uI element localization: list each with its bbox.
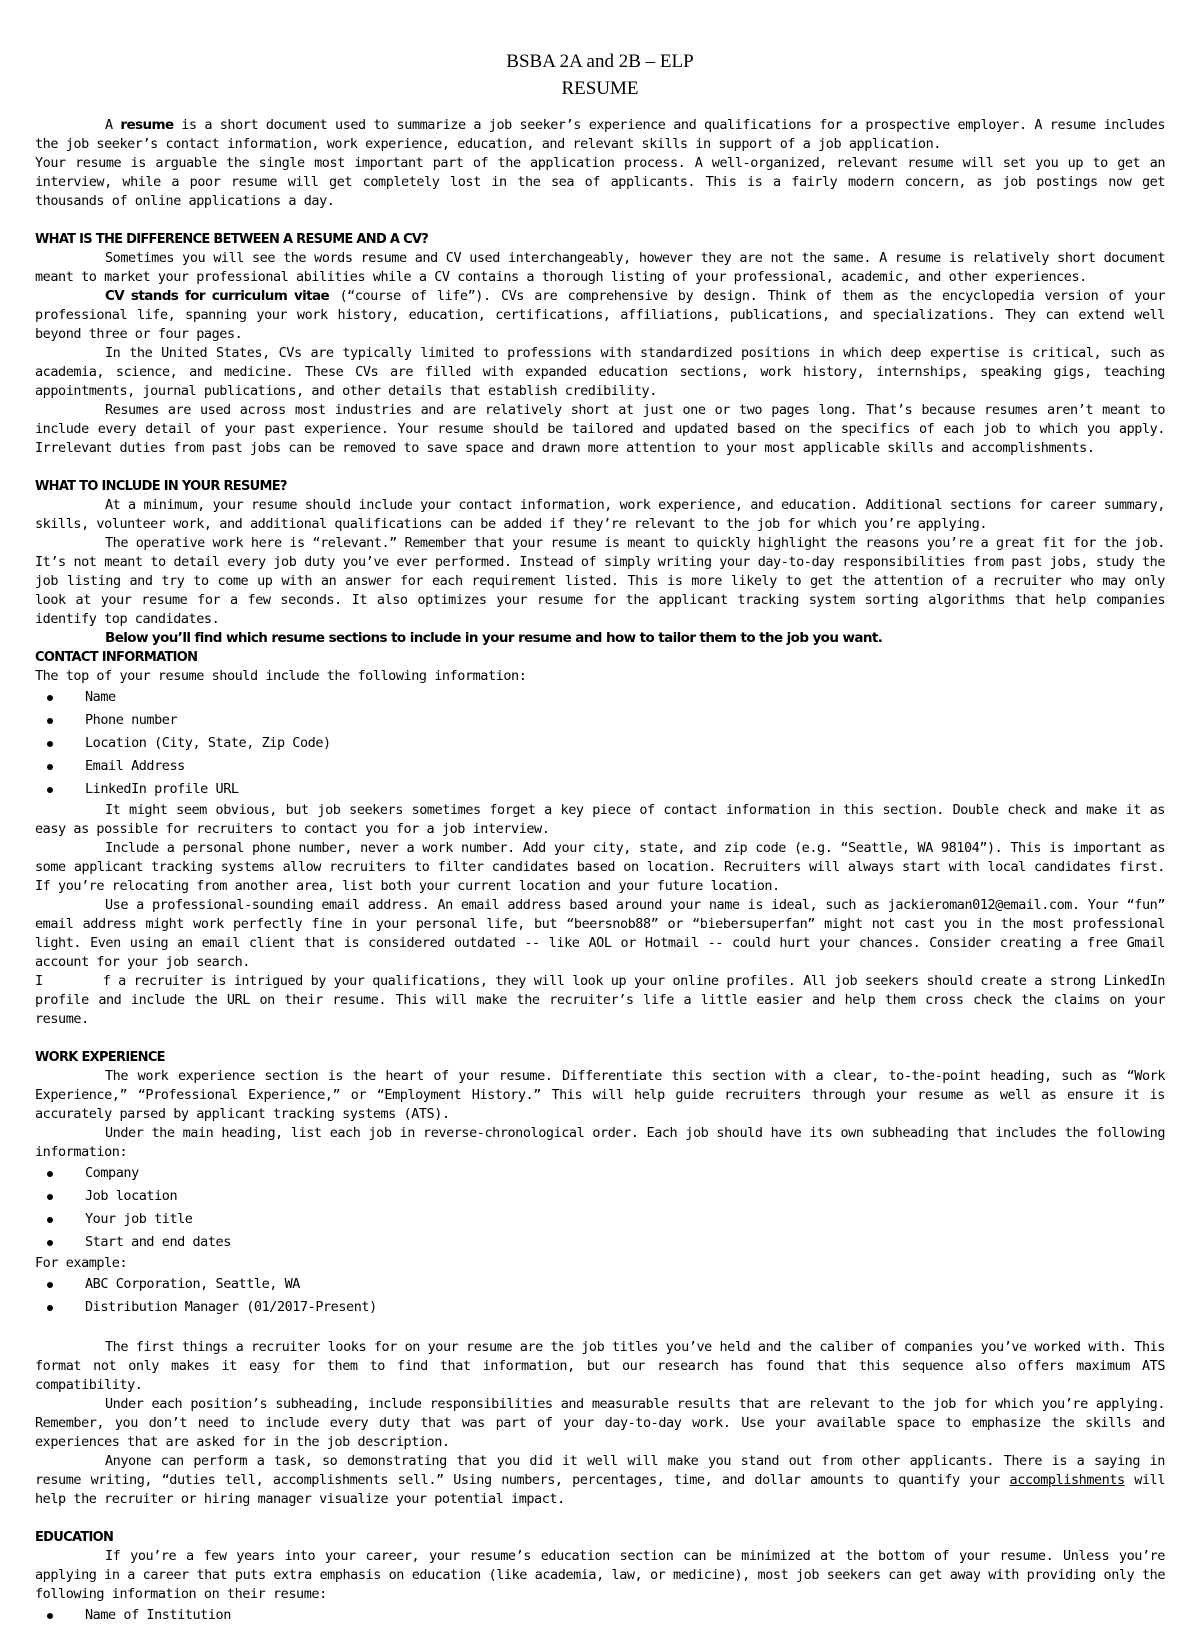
list-item: Job location — [35, 1185, 1165, 1208]
difference-paragraph-1: Sometimes you will see the words resume and CV used interchangeably, however they are not the same. A resume is relatively short document meant to market your professional abilities while a CV contains a thorough listing of your professional, academic, and other experiences. — [35, 250, 1165, 285]
bullet-icon — [47, 1613, 53, 1619]
list-item: ABC Corporation, Seattle, WA — [35, 1273, 1165, 1296]
bullet-icon — [47, 1282, 53, 1288]
example-label: For example: — [35, 1255, 128, 1271]
section-heading-difference: WHAT IS THE DIFFERENCE BETWEEN A RESUME AND A CV? — [35, 232, 429, 247]
contact-paragraph-4: I f a recruiter is intrigued by your qualifications, they will look up your online profiles. All job seekers should create a strong LinkedIn profile and include the URL on their resume. This will make the recruiter’s life a little easier and help them cross check the claims on your resume. — [35, 973, 1165, 1027]
work-paragraph-1: The work experience section is the heart of your resume. Differentiate this section with a clear, to-the-point heading, such as “Work Experience,” “Professional Experience,” or “Employment History.” This will help guide recruiters through your resume as well as ensure it is accurately parsed by applicant tracking systems (ATS). — [35, 1068, 1165, 1122]
bullet-icon — [47, 741, 53, 747]
cv-term: CV stands for curriculum vitae — [105, 288, 330, 304]
list-item: Start and end dates — [35, 1231, 1165, 1254]
list-item: Your job title — [35, 1208, 1165, 1231]
difference-paragraph-2: CV stands for curriculum vitae (“course of life”). CVs are comprehensive by design. Think of them as the encyclopedia version of your professional life, spanning your work history, education, certifications, affiliations, publications, and specializations. They can extend well beyond three or four pages. — [35, 288, 1165, 342]
work-paragraph-4: Under each position’s subheading, include responsibilities and measurable results that are relevant to the job for which you’re applying. Remember, you don’t need to include every duty that was part of your day-to-day work. Use your available space to emphasize the skills and experiences that are asked for in the job description. — [35, 1396, 1165, 1450]
resume-term: resume — [120, 117, 174, 133]
bullet-icon — [47, 764, 53, 770]
section-heading-contact: CONTACT INFORMATION — [35, 650, 198, 665]
bullet-icon — [47, 787, 53, 793]
bullet-icon — [47, 1194, 53, 1200]
list-item: LinkedIn profile URL — [35, 778, 1165, 801]
bullet-icon — [47, 1305, 53, 1311]
contact-list — [35, 686, 1165, 801]
bullet-icon — [47, 718, 53, 724]
document-page — [35, 48, 1165, 1627]
difference-paragraph-3: In the United States, CVs are typically limited to professions with standardized positions in which deep expertise is critical, such as academia, science, and medicine. These CVs are filled with expanded education sections, work history, internships, speaking gigs, teaching appointments, journal publications, and other details that establish credibility. — [35, 345, 1165, 399]
example-list — [35, 1273, 1165, 1319]
work-paragraph-3: The first things a recruiter looks for on your resume are the job titles you’ve held and the caliber of companies you’ve worked with. This format not only makes it easy for them to find that information, but our research has found that this sequence also offers maximum ATS compatibility. — [35, 1339, 1165, 1393]
work-subheading-list — [35, 1162, 1165, 1254]
intro-paragraph-2: Your resume is arguable the single most important part of the application process. A well-organized, relevant resume will set you up to get an interview, while a poor resume will get completely lost in the sea of applicants. This is a fairly modern concern, as job postings now get thousands of online applications a day. — [35, 155, 1165, 209]
contact-lead: The top of your resume should include the following information: — [35, 668, 527, 684]
title-line-2: RESUME — [561, 78, 639, 99]
contact-paragraph-1: It might seem obvious, but job seekers sometimes forget a key piece of contact information in this section. Double check and make it as easy as possible for recruiters to contact you for a job interview. — [35, 802, 1165, 837]
bullet-icon — [47, 695, 53, 701]
intro-paragraph-1: A resume is a short document used to summarize a job seeker’s experience and qualifications for a prospective employer. A resume includes the job seeker’s contact information, work experience, education, and relevant skills in support of a job application. — [35, 117, 1166, 152]
include-paragraph-2: The operative work here is “relevant.” Remember that your resume is meant to quickly highlight the reasons you’re a great fit for the job. It’s not meant to detail every job duty you’ve ever performed. Instead of simply writing your day-to-day responsibilities from past jobs, study the job listing and try to come up with an answer for each requirement listed. This is more likely to get the attention of a recruiter who may only look at your resume for a few seconds. It also optimizes your resume for the applicant tracking system sorting algorithms that help companies identify top candidates. — [35, 535, 1165, 627]
accomplishments-link[interactable]: accomplishments — [1009, 1472, 1125, 1488]
bullet-icon — [47, 1171, 53, 1177]
document-title — [35, 48, 1165, 102]
section-heading-include: WHAT TO INCLUDE IN YOUR RESUME? — [35, 479, 287, 494]
bullet-icon — [47, 1217, 53, 1223]
list-item: Company — [35, 1162, 1165, 1185]
education-list — [35, 1604, 1165, 1627]
include-paragraph-1: At a minimum, your resume should include your contact information, work experience, and education. Additional sections for career summary, skills, volunteer work, and additional qualifications can be added if they’re relevant to the job for which you’re applying. — [35, 497, 1165, 532]
section-heading-work: WORK EXPERIENCE — [35, 1050, 165, 1065]
contact-paragraph-3: Use a professional-sounding email address. An email address based around your name is ideal, such as jackieroman012@email.com. Your “fun” email address might work perfectly fine in your personal life, but “beersnob88” or “biebersuperfan” might not cast you in the most professional light. Even using an email client that is considered outdated -- like AOL or Hotmail -- could hurt your chances. Consider creating a free Gmail account for your job search. — [35, 897, 1165, 970]
list-item: Email Address — [35, 755, 1165, 778]
section-heading-education: EDUCATION — [35, 1530, 114, 1545]
list-item: Distribution Manager (01/2017-Present) — [35, 1296, 1165, 1319]
list-item: Location (City, State, Zip Code) — [35, 732, 1165, 755]
title-line-1: BSBA 2A and 2B – ELP — [506, 51, 694, 72]
bullet-icon — [47, 1240, 53, 1246]
list-item: Phone number — [35, 709, 1165, 732]
work-paragraph-2: Under the main heading, list each job in reverse-chronological order. Each job should have its own subheading that includes the following information: — [35, 1125, 1165, 1160]
work-paragraph-5: Anyone can perform a task, so demonstrating that you did it well will make you stand out from other applicants. There is a saying in resume writing, “duties tell, accomplishments sell.” Using numbers, percentages, time, and dollar amounts to quantify your accomplishments will help the recruiter or hiring manager visualize your potential impact. — [35, 1453, 1165, 1507]
education-paragraph-1: If you’re a few years into your career, your resume’s education section can be minimized at the bottom of your resume. Unless you’re applying in a career that puts extra emphasis on education (like academia, law, or medicine), most job seekers can get away with providing only the following information on their resume: — [35, 1548, 1165, 1602]
list-item: Name — [35, 686, 1165, 709]
include-paragraph-3: Below you’ll find which resume sections to include in your resume and how to tailor them to the job you want. — [105, 630, 883, 646]
difference-paragraph-4: Resumes are used across most industries and are relatively short at just one or two pages long. That’s because resumes aren’t meant to include every detail of your past experience. Your resume should be tailored and updated based on the specifics of each job to which you apply. Irrelevant duties from past jobs can be removed to save space and drawn more attention to your most applicable skills and accomplishments. — [35, 402, 1165, 456]
list-item: Name of Institution — [35, 1604, 1165, 1627]
contact-paragraph-2: Include a personal phone number, never a work number. Add your city, state, and zip code (e.g. “Seattle, WA 98104”). This is important as some applicant tracking systems allow recruiters to filter candidates based on location. Recruiters will always start with local candidates first. If you’re relocating from another area, list both your current location and your future location. — [35, 840, 1165, 894]
